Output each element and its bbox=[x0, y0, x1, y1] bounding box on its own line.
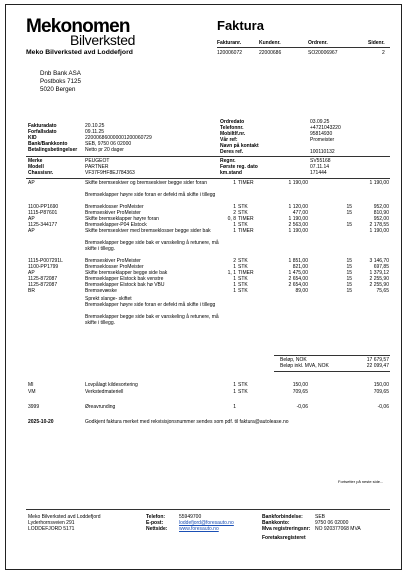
invoice-page: Mekonomen Bilverksted Meko Bilverksted avd Loddefjord Faktura Fakturanr. Kundenr. Ordrenr. Sidenr. 120006072 22000686 SO20006967 2 Dnb Bank ASA Postboks 7125 5020 Bergen Fakturadato 20.10.25 Forfallsdato 09.11.25 KID 220006860000001200060729 Bank/Bankkonto SEB, 9750 06 02000 Betalingsbetingelser Netto pr 20 dager Ordredato 03.09.25 Telefonnr. +4721043220 Mobiltlf.nr. 95814930 Vår ref: Promeister Navn på kontakt Deres ref. 100110132 Merke PEUGEOT Modell PARTNER Chassisnr. VF37F9HF8EJ784363 Regnr. SV55168 Første reg. dato 07.11.14 km.stand 171444 AP Skifte bremseskiver og bremseskiver begge sider foran 1 TIMER 1 190,00 1 190,00 Bremseklapper høyre side foran er defekt må skifte i tillegg 1100-PP1690 Bremseklosser ProMeister 1 STK 1 120,00 15 952,00 1115-P87601 Bremseskiver ProMeister 2 STK 477,00 15 810,90 AP Skifte bremseklapper høyre foran 0, 8 TIMER 1 190,00 952,00 1125-344177 Bremseklapper-P04 Elstock 1 STK 2 563,00 15 2 178,55 AP Skifte bremseskiver med bremseklosser begge sider bak 1 TIMER 1 190,00 1 190,00 Bremseklapper begge side bak er vanskeling å retunere, må skifte i tillegg. 1115-P007291L Bremseskiver ProMeister 2 STK 1 851,00 15 3 146,70 1100-PP1799 Bremseklosser ProMeister 1 STK 821,00 15 697,85 AP Skifte bremseklapper begge side bak 1, 1 TIMER 1 475,00 15 1 379,12 1125-872087 Bremseklapper Elstock bak venstre 1 STK 2 654,00 15 2 255,90 1125-872087 Bremseklapper Elstock bak hø VBU 1 STK 2 654,00 15 2 255,90 BR Bremsevæske 1 STK 89,00 15 75,65 Sprekt slange- skiftet Bremseklapper høyre side foran er defekt må skifte i tillegg Bremseklapper begge side bak er vanskeling å retunere, må skifte i tillegg. Beløp, NOK 17 679,57 Beløp inkl. MVA, NOK 22 099,47 MI Lovpålagt kildesortering 1 STK 150,00 150,00 VM Verkstedmateriell 1 STK 709,65 709,65 3999 Øreavrunding 1 -0,06 -0,06 2025-10-20 Godkjent faktura merket med rekvisisjonsnummer sendes som pdf. til faktura@autolease.no Fortsetter på neste side... Meko Bilverksted avd Loddefjord Lyderhornsveien 291 LODDEFJORD 5171 Telefon: 55949700 E-post: loddefjord@foresauto.no Nettside: www.foresauto.no Bankforbindelse: SEB Bankkonto: 9750 06 02000 Mva registreringsnr: NO 920377068 MVA Foretaksregisteret bbox=[5, 4, 402, 570]
document-title: Faktura bbox=[217, 18, 264, 33]
head-label-invoice-no: Fakturanr. bbox=[217, 40, 242, 46]
total-incl-vat-value: 22 099,47 bbox=[366, 363, 389, 369]
company-name: Meko Bilverksted avd Loddefjord bbox=[26, 49, 133, 56]
head-value-order-no: SO20006967 bbox=[308, 50, 338, 56]
continued-notice: Fortsetter på neste side... bbox=[338, 479, 384, 484]
website-link[interactable]: www.foresauto.no bbox=[179, 526, 219, 532]
note-text: Godkjent faktura merket med rekvisisjonsnummer sendes som pdf. til faktura@autolease.no bbox=[85, 419, 289, 425]
subtotal-label: Beløp, NOK bbox=[280, 357, 307, 363]
head-label-page-no: Sidenr. bbox=[368, 40, 385, 46]
footer-address: Meko Bilverksted avd Loddefjord Lyderhornsveien 291 LODDEFJORD 5171 bbox=[28, 514, 101, 532]
subtotal-value: 17 679,57 bbox=[366, 357, 389, 363]
head-label-order-no: Ordrenr. bbox=[308, 40, 328, 46]
invoice-info-right: Ordredato 03.09.25 Telefonnr. +4721043220 Mobiltlf.nr. 95814930 Vår ref: Promeister Navn på kontakt Deres ref. 100110132 bbox=[220, 119, 341, 155]
footer-contact: Telefon: 55949700 E-post: loddefjord@foresauto.no Nettside: www.foresauto.no bbox=[146, 514, 234, 532]
footer-bank: Bankforbindelse: SEB Bankkonto: 9750 06 02000 Mva registreringsnr: NO 920377068 MVA Foretaksregisteret bbox=[262, 514, 361, 541]
vehicle-info-right: Regnr. SV55168 Første reg. dato 07.11.14 km.stand 171444 bbox=[220, 158, 331, 176]
logo-main: Mekonomen bbox=[26, 16, 130, 37]
note-date: 2025-10-20 bbox=[28, 419, 54, 425]
head-value-page-no: 2 bbox=[382, 50, 385, 56]
total-incl-vat-label: Beløp inkl. MVA, NOK bbox=[280, 363, 329, 369]
head-value-invoice-no: 120006072 bbox=[217, 50, 243, 56]
invoice-info-left: Fakturadato 20.10.25 Forfallsdato 09.11.25 KID 220006860000001200060729 Bank/Bankkonto SEB, 9750 06 02000 Betalingsbetingelser Netto pr 20 dager bbox=[28, 123, 152, 153]
email-link[interactable]: loddefjord@foresauto.no bbox=[179, 520, 234, 526]
recipient-address: Dnb Bank ASA Postboks 7125 5020 Bergen bbox=[40, 70, 81, 93]
logo-sub: Bilverksted bbox=[70, 32, 136, 48]
head-label-customer-no: Kundenr. bbox=[259, 40, 281, 46]
head-value-customer-no: 22000686 bbox=[259, 50, 282, 56]
vehicle-info-left: Merke PEUGEOT Modell PARTNER Chassisnr. VF37F9HF8EJ784363 bbox=[28, 158, 135, 176]
